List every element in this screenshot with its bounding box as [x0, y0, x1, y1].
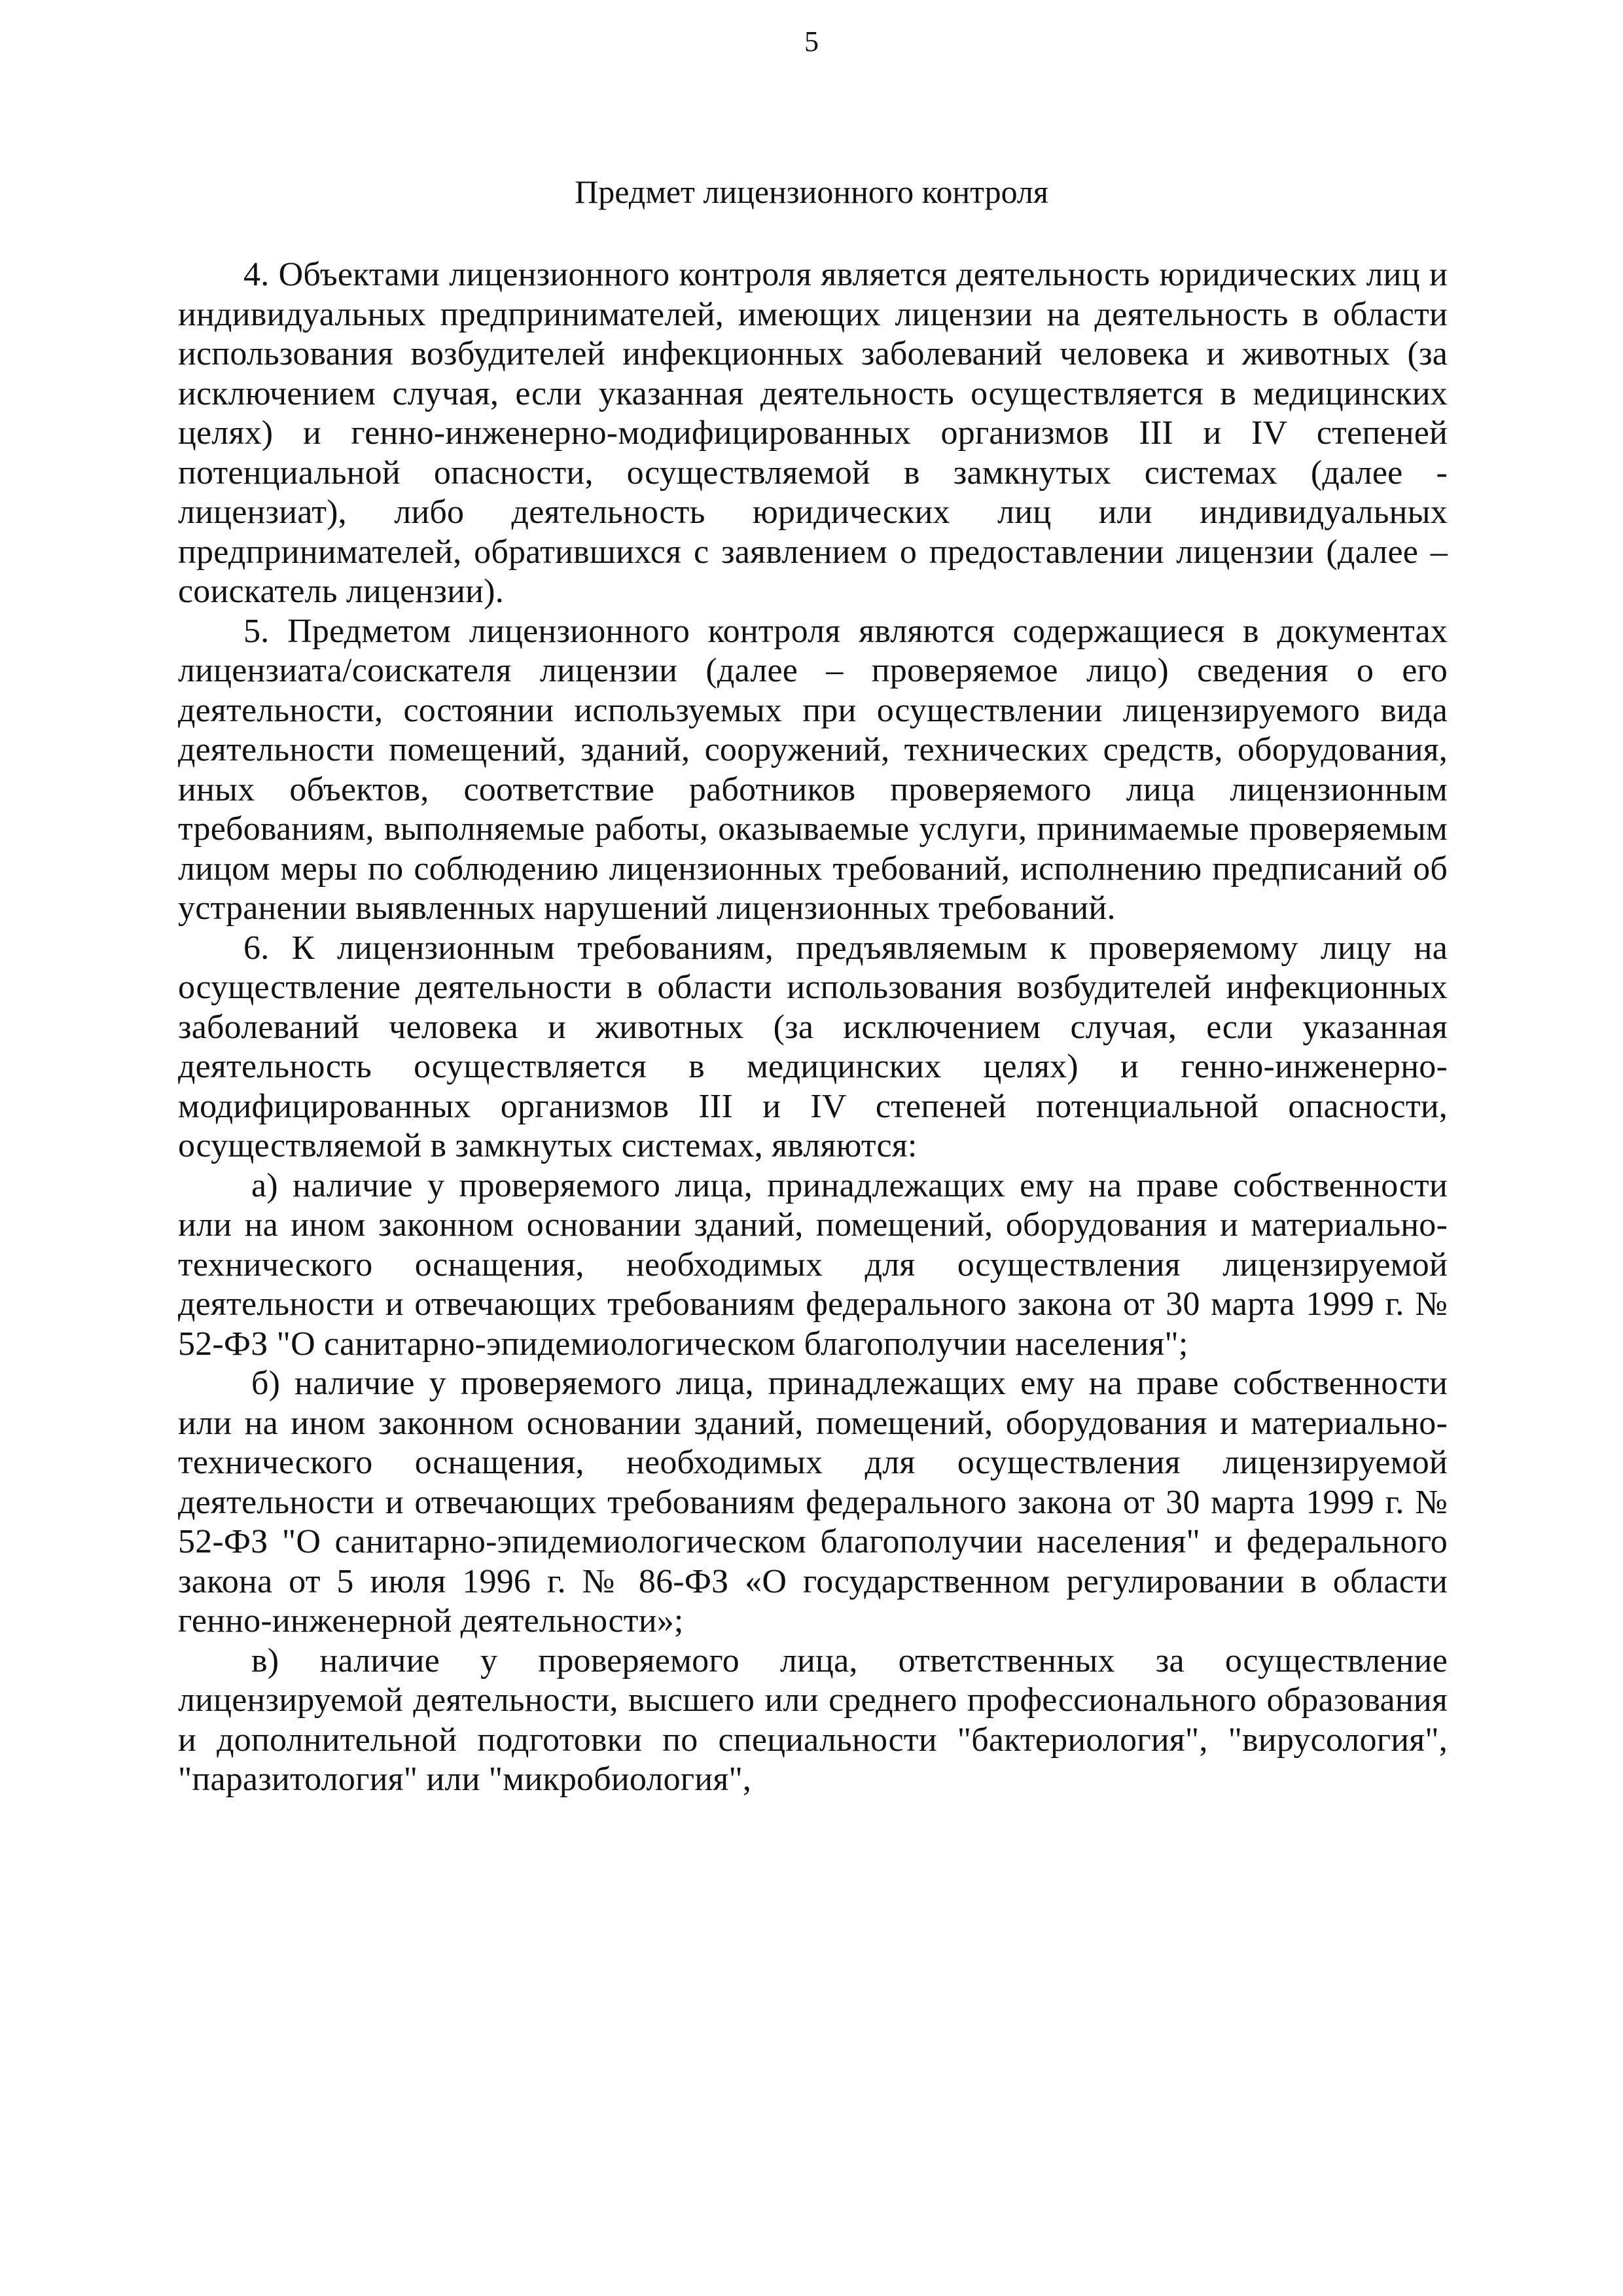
paragraph-4: 4. Объектами лицензионного контроля является деятельность юридических лиц и индивидуальных предпринимателей, имеющих лицензии на деятельность в области использования возбудителей инфекционных заболеваний человека и животных (за исключением случая, если указанная деятельность осуществляется в медицинских целях) и генно-инженерно-модифицированных организмов III и IV степеней потенциальной опасности, осуществляемой в замкнутых системах (далее - лицензиат), либо деятельность юридических лиц или индивидуальных предпринимателей, обратившихся с заявлением о предоставлении лицензии (далее – соискатель лицензии).	[178, 256, 1448, 610]
page-number: 5	[804, 26, 819, 58]
paragraph-6: 6. К лицензионным требованиям, предъявляемым к проверяемому лицу на осуществление деятельности в области использования возбудителей инфекционных заболеваний человека и животных (за исключением случая, если указанная деятельность осуществляется в медицинских целях) и генно-инженерно-модифицированных организмов III и IV степеней потенциальной опасности, осуществляемой в замкнутых системах, являются:	[178, 929, 1448, 1164]
subparagraph-a: а) наличие у проверяемого лица, принадлежащих ему на праве собственности или на ином законном основании зданий, помещений, оборудования и материально-технического оснащения, необходимых для осуществления лицензируемой деятельности и отвечающих требованиям федерального закона от 30 марта 1999 г. № 52-ФЗ "О санитарно-эпидемиологическом благополучии населения";	[178, 1166, 1448, 1363]
section-title: Предмет лицензионного контроля	[575, 173, 1048, 210]
document-body	[178, 255, 1448, 1800]
paragraph-5: 5. Предметом лицензионного контроля являются содержащиеся в документах лицензиата/соискателя лицензии (далее – проверяемое лицо) сведения о его деятельности, состоянии используемых при осуществлении лицензируемого вида деятельности помещений, зданий, сооружений, технических средств, оборудования, иных объектов, соответствие работников проверяемого лица лицензионным требованиям, выполняемые работы, оказываемые услуги, принимаемые проверяемым лицом меры по соблюдению лицензионных требований, исполнению предписаний об устранении выявленных нарушений лицензионных требований.	[178, 612, 1448, 927]
subparagraph-b: б) наличие у проверяемого лица, принадлежащих ему на праве собственности или на ином законном основании зданий, помещений, оборудования и материально-технического оснащения, необходимых для осуществления лицензируемой деятельности и отвечающих требованиям федерального закона от 30 марта 1999 г. № 52-ФЗ "О санитарно-эпидемиологическом благополучии населения" и федерального закона от 5 июля 1996 г. № 86-ФЗ «О государственном регулировании в области генно-инженерной деятельности»;	[178, 1365, 1448, 1640]
subparagraph-v: в) наличие у проверяемого лица, ответственных за осуществление лицензируемой деятельности, высшего или среднего профессионального образования и дополнительной подготовки по специальности "бактериология", "вирусология", "паразитология" или "микробиология",	[178, 1641, 1448, 1798]
